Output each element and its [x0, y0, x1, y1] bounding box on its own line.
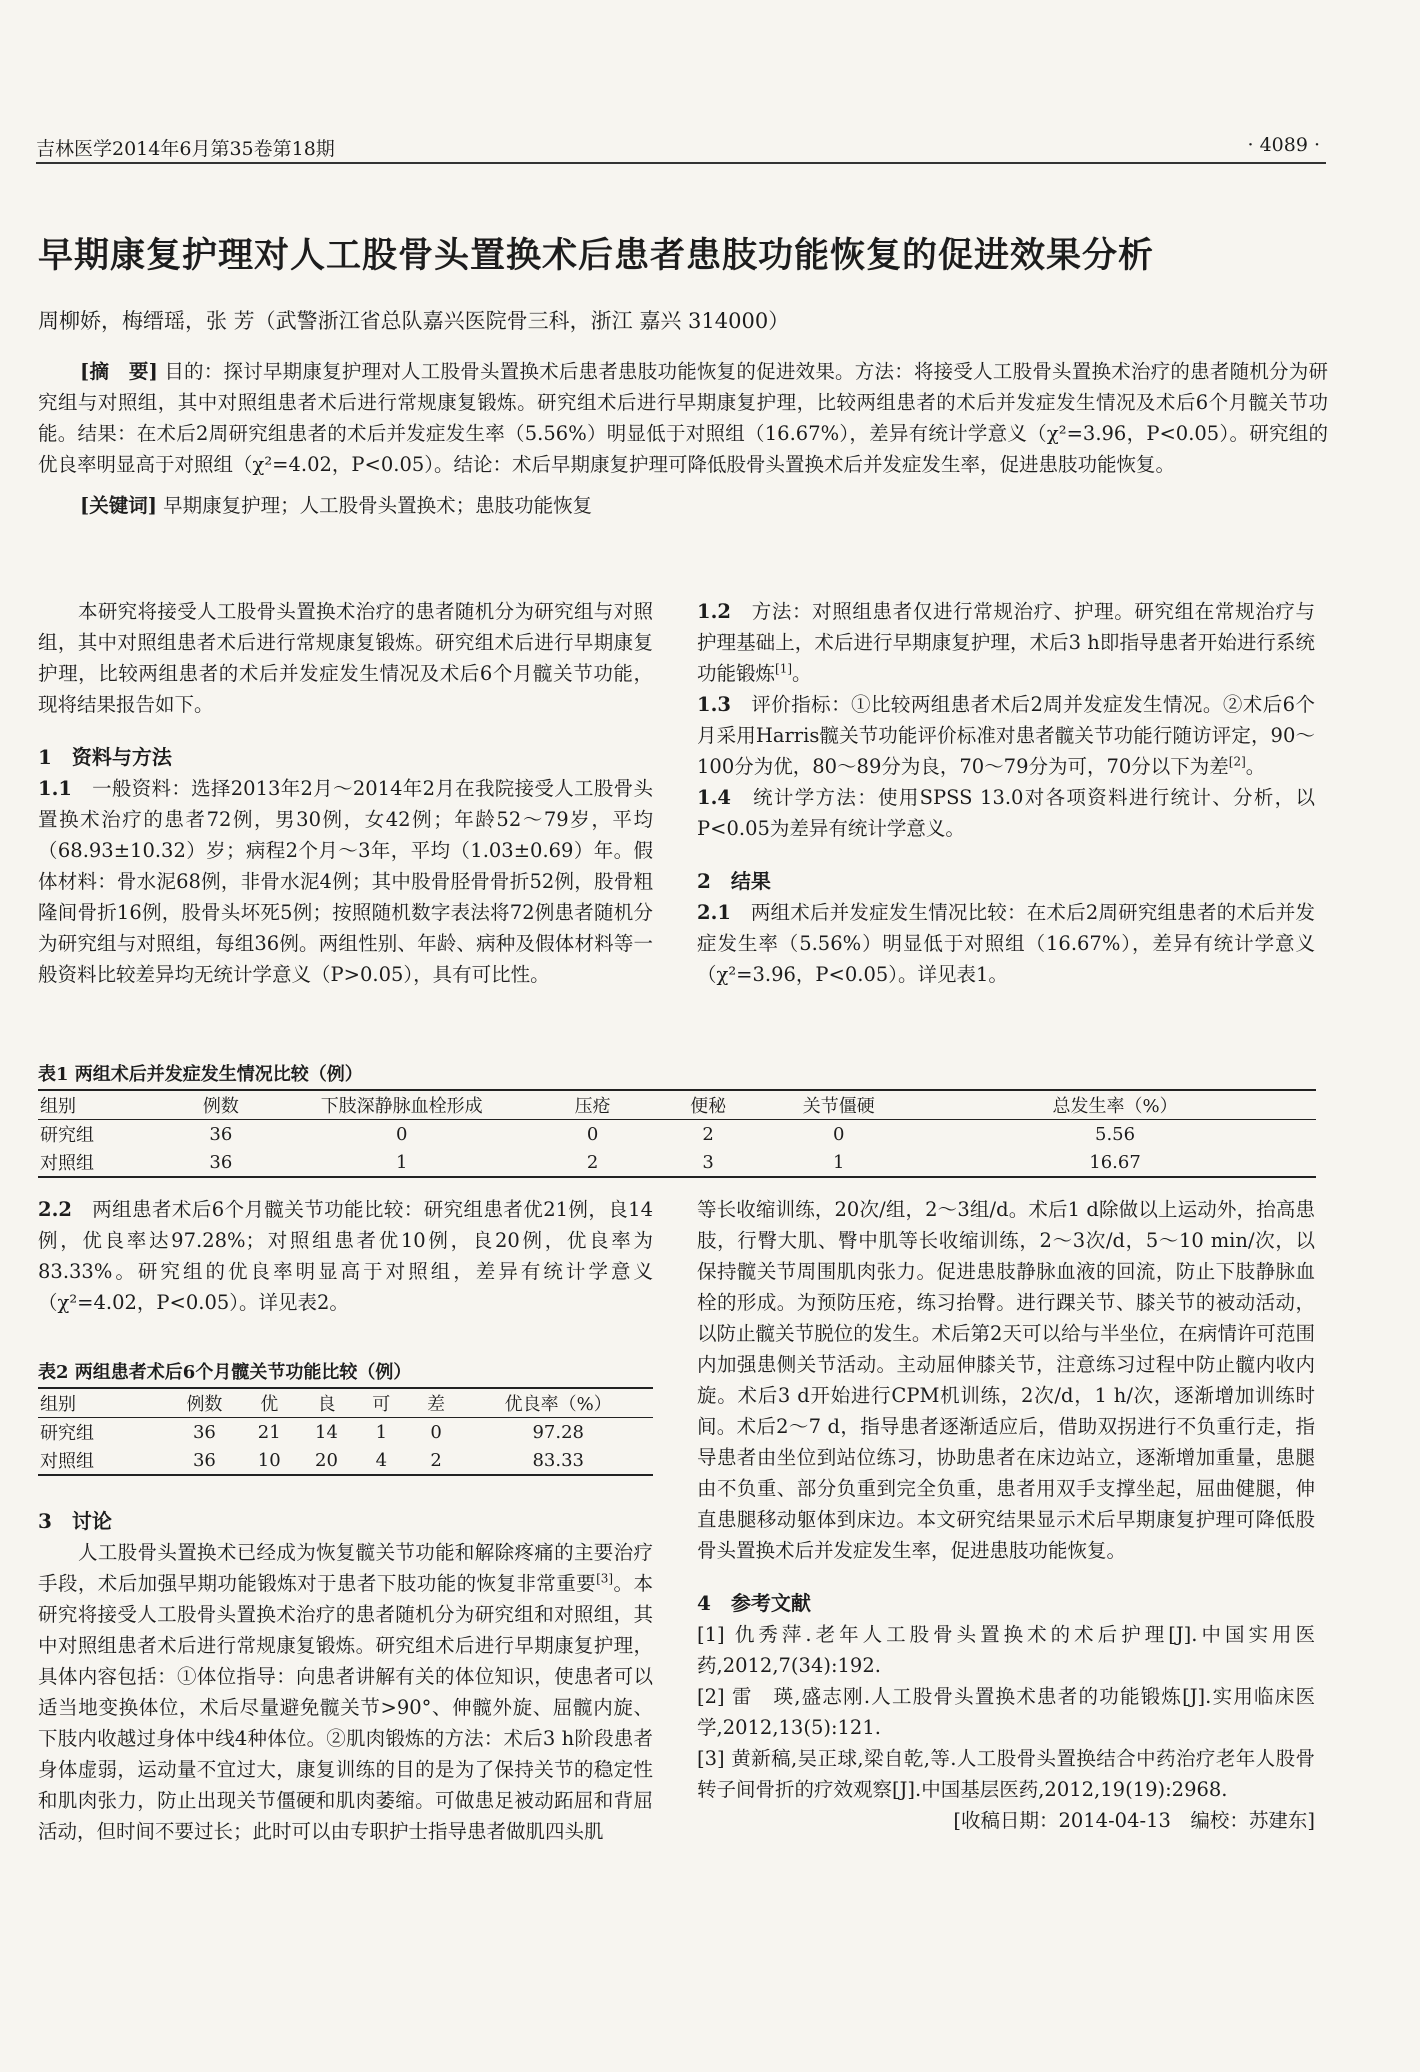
section-heading-methods: 1 资料与方法: [38, 745, 172, 769]
article-title: 早期康复护理对人工股骨头置换术后患者患肢功能恢复的促进效果分析: [38, 235, 1155, 276]
section-1-3-end: 。: [1245, 755, 1266, 778]
received-date: [收稿日期：2014-04-13 编校：苏建东]: [953, 1809, 1315, 1832]
section-1-4-text: 统计学方法：使用SPSS 13.0对各项资料进行统计、分析，以P<0.05为差异有统计学意义。: [697, 786, 1315, 840]
table-cell: 1: [375, 1421, 388, 1443]
section-1-2: [697, 596, 1315, 689]
table-cell: 1: [833, 1151, 845, 1173]
abstract-block: [38, 356, 1328, 521]
page-number: · 4089 ·: [1247, 134, 1320, 156]
section-heading-results: 2 结果: [697, 869, 771, 893]
section-1-4-number: 1.4: [697, 786, 731, 809]
table-1-header-cell: 总发生率（%）: [1052, 1096, 1178, 1117]
discussion-paragraph: [38, 1537, 653, 1847]
table-cell: 36: [209, 1123, 233, 1145]
right-column-lower: [697, 1194, 1315, 1836]
section-2-1-number: 2.1: [697, 901, 731, 924]
section-1-1: [38, 773, 653, 990]
table-1-header-cell: 例数: [202, 1096, 239, 1117]
section-1-2-text: 方法：对照组患者仅进行常规治疗、护理。研究组在常规治疗与护理基础上，术后进行早期康复护理，术后3 h即指导患者开始进行系统功能锻炼: [697, 600, 1315, 685]
section-2-2: [38, 1194, 653, 1318]
table-1-header-cell: 便秘: [690, 1096, 727, 1117]
section-1-3-text: 评价指标：①比较两组患者术后2周并发症发生情况。②术后6个月采用Harris髋关节功能评价标准对患者髋关节功能行随访评定，90～100分为优，80～89分为良，70～79分为可，70分以下为差: [697, 693, 1315, 778]
section-1-1-number: 1.1: [38, 777, 72, 800]
table-1-header-cell: 下肢深静脉血栓形成: [320, 1096, 483, 1117]
keywords-label: [关键词]: [80, 494, 157, 517]
table-cell: 10: [257, 1449, 281, 1471]
left-column-middle: [38, 1194, 653, 1318]
left-column-upper: [38, 596, 653, 990]
table-2: [38, 1387, 653, 1476]
reference-list: [697, 1619, 1315, 1805]
section-heading-references: 4 参考文献: [697, 1591, 811, 1615]
table-cell: 0: [430, 1421, 442, 1443]
table-row: [38, 1446, 653, 1475]
table-cell: 83.33: [532, 1449, 584, 1471]
section-1-2-number: 1.2: [697, 600, 731, 623]
table-cell: 2: [586, 1151, 599, 1173]
table-cell: 20: [315, 1449, 338, 1471]
table-2-header-cell: 优: [260, 1394, 279, 1415]
table-row: [38, 1120, 1316, 1149]
table-1: [38, 1089, 1316, 1178]
table-1-header-cell: 关节僵硬: [802, 1096, 875, 1117]
abstract-paragraph: [38, 356, 1328, 480]
author-line: 周柳娇，梅缙瑶，张 芳（武警浙江省总队嘉兴医院骨三科，浙江 嘉兴 314000）: [38, 309, 790, 333]
table-row: [38, 1418, 653, 1447]
keywords-paragraph: [38, 490, 1328, 521]
table-2-header-cell: 组别: [40, 1394, 76, 1415]
table-1-header-cell: 压疮: [574, 1096, 611, 1117]
discussion-continued: 等长收缩训练，20次/组，2～3组/d。术后1 d除做以上运动外，抬高患肢，行臀大肌、臀中肌等长收缩训练，2～3次/d，5～10 min/次，以保持髋关节周围肌肉张力。促进患肢静脉血液的回流，防止下肢静脉血栓的形成。为预防压疮，练习抬臀。进行踝关节、膝关节的被动活动，以防止髋关节脱位的发生。术后第2天可以给与半坐位，在病情许可范围内加强患侧关节活动。主动屈伸膝关节，注意练习过程中防止髋内收内旋。术后3 d开始进行CPM机训练，2次/d，1 h/次，逐渐增加训练时间。术后2～7 d，指导患者逐渐适应后，借助双拐进行不负重行走，指导患者由坐位到站位练习，协助患者在床边站立，逐渐增加重量，患腿由不负重、部分负重到完全负重，患者用双手支撑坐起，屈曲健腿，伸直患腿移动躯体到床边。本文研究结果显示术后早期康复护理可降低股骨头置换术后并发症发生率，促进患肢功能恢复。: [697, 1198, 1315, 1562]
table-cell: 2: [702, 1123, 714, 1145]
table-cell: 36: [192, 1449, 216, 1471]
left-column-lower: [38, 1506, 653, 1847]
table-1-header-cell: 组别: [40, 1096, 76, 1117]
section-2-1: [697, 897, 1315, 990]
table-2-header-cell: 可: [372, 1394, 391, 1415]
table-cell: 研究组: [40, 1423, 94, 1444]
section-2-1-text: 两组术后并发症发生情况比较：在术后2周研究组患者的术后并发症发生率（5.56%）明显低于对照组（16.67%），差异有统计学意义（χ²=3.96，P<0.05）。详见表1。: [697, 901, 1315, 986]
table-cell: 36: [192, 1421, 216, 1443]
table-2-header-row: [38, 1388, 653, 1418]
intro-paragraph: 本研究将接受人工股骨头置换术治疗的患者随机分为研究组与对照组，其中对照组患者术后进行常规康复锻炼。研究组术后进行早期康复护理，比较两组患者的术后并发症发生情况及术后6个月髋关节功能，现将结果报告如下。: [38, 600, 653, 716]
table-cell: 对照组: [40, 1451, 94, 1472]
table-2-header-cell: 差: [427, 1394, 446, 1415]
table-cell: 0: [395, 1123, 408, 1145]
table-2-caption: 表2 两组患者术后6个月髋关节功能比较（例）: [38, 1362, 412, 1383]
table-cell: 36: [209, 1151, 233, 1173]
table-cell: 5.56: [1095, 1123, 1136, 1145]
table-cell: 2: [430, 1449, 442, 1471]
table-1-header-row: [38, 1090, 1316, 1120]
table-cell: 对照组: [40, 1153, 94, 1174]
citation-1: [1]: [775, 661, 793, 676]
keywords-text: 早期康复护理；人工股骨头置换术；患肢功能恢复: [163, 494, 593, 517]
section-heading-discussion: 3 讨论: [38, 1509, 112, 1533]
table-cell: 1: [395, 1151, 408, 1173]
section-1-3: [697, 689, 1315, 782]
abstract-text: 目的：探讨早期康复护理对人工股骨头置换术后患者患肢功能恢复的促进效果。方法：将接受人工股骨头置换术治疗的患者随机分为研究组与对照组，其中对照组患者术后进行常规康复锻炼。研究组术后进行早期康复护理，比较两组患者的术后并发症发生情况及术后6个月髋关节功能。结果：在术后2周研究组患者的术后并发症发生率（5.56%）明显低于对照组（16.67%），差异有统计学意义（χ²=3.96，P<0.05）。研究组的优良率明显高于对照组（χ²=4.02，P<0.05）。结论：术后早期康复护理可降低股骨头置换术后并发症发生率，促进患肢功能恢复。: [38, 360, 1329, 476]
section-1-2-end: 。: [792, 662, 812, 685]
table-cell: 0: [833, 1123, 845, 1145]
section-2-2-text: 两组患者术后6个月髋关节功能比较：研究组患者优21例，良14例，优良率达97.28%；对照组患者优10例，良20例，优良率为83.33%。研究组的优良率明显高于对照组，差异有统计学意义（χ²=4.02，P<0.05）。详见表2。: [38, 1198, 653, 1314]
table-2-header-cell: 例数: [186, 1394, 223, 1415]
section-1-1-text: 一般资料：选择2013年2月～2014年2月在我院接受人工股骨头置换术治疗的患者72例，男30例，女42例；年龄52～79岁，平均（68.93±10.32）岁；病程2个月～3年，平均（1.03±0.69）年。假体材料：骨水泥68例，非骨水泥4例；其中股骨胫骨骨折52例，股骨粗隆间骨折16例，股骨头坏死5例；按照随机数字表法将72例患者随机分为研究组与对照组，每组36例。两组性别、年龄、病种及假体材料等一般资料比较差异均无统计学意义（P>0.05），具有可比性。: [38, 777, 653, 986]
header-rule: [36, 162, 1326, 164]
right-column-upper: [697, 596, 1315, 990]
table-2-header-cell: 良: [317, 1394, 336, 1415]
reference-item: [1] 仇秀萍.老年人工股骨头置换术的术后护理[J].中国实用医药,2012,7(34):192.: [697, 1623, 1315, 1677]
section-1-4: [697, 782, 1315, 844]
table-row: [38, 1148, 1316, 1177]
table-2-header-cell: 优良率（%）: [504, 1394, 612, 1415]
reference-item: [3] 黄新稿,吴正球,梁自乾,等.人工股骨头置换结合中药治疗老年人股骨转子间骨折的疗效观察[J].中国基层医药,2012,19(19):2968.: [697, 1747, 1315, 1801]
section-1-3-number: 1.3: [697, 693, 731, 716]
table-cell: 4: [375, 1449, 388, 1471]
running-head: 吉林医学2014年6月第35卷第18期: [36, 138, 335, 160]
citation-2: [2]: [1228, 754, 1246, 769]
reference-item: [2] 雷 瑛,盛志刚.人工股骨头置换术患者的功能锻炼[J].实用临床医学,2012,13(5):121.: [697, 1685, 1315, 1739]
table-cell: 21: [257, 1421, 281, 1443]
table-cell: 3: [702, 1151, 714, 1173]
abstract-label: [摘 要]: [80, 360, 158, 383]
discussion-text-1: 人工股骨头置换术已经成为恢复髋关节功能和解除疼痛的主要治疗手段，术后加强早期功能锻炼对于患者下肢功能的恢复非常重要: [38, 1541, 653, 1595]
table-1-caption: 表1 两组术后并发症发生情况比较（例）: [38, 1064, 363, 1085]
citation-3: [3]: [596, 1571, 614, 1586]
table-cell: 研究组: [40, 1125, 94, 1146]
table-cell: 97.28: [532, 1421, 584, 1443]
table-cell: 16.67: [1089, 1151, 1141, 1173]
table-cell: 0: [586, 1123, 599, 1145]
section-2-2-number: 2.2: [38, 1198, 72, 1221]
table-cell: 14: [315, 1421, 338, 1443]
discussion-text-2: 。本研究将接受人工股骨头置换术治疗的患者随机分为研究组和对照组，其中对照组患者术后进行常规康复锻炼。研究组术后进行早期康复护理，具体内容包括：①体位指导：向患者讲解有关的体位知识，使患者可以适当地变换体位，术后尽量避免髋关节>90°、伸髋外旋、屈髋内旋、下肢内收越过身体中线4种体位。②肌肉锻炼的方法：术后3 h阶段患者身体虚弱，运动量不宜过大，康复训练的目的是为了保持关节的稳定性和肌肉张力，防止出现关节僵硬和肌肉萎缩。可做患足被动跖屈和背屈活动，但时间不要过长；此时可以由专职护士指导患者做肌四头肌: [38, 1572, 653, 1843]
